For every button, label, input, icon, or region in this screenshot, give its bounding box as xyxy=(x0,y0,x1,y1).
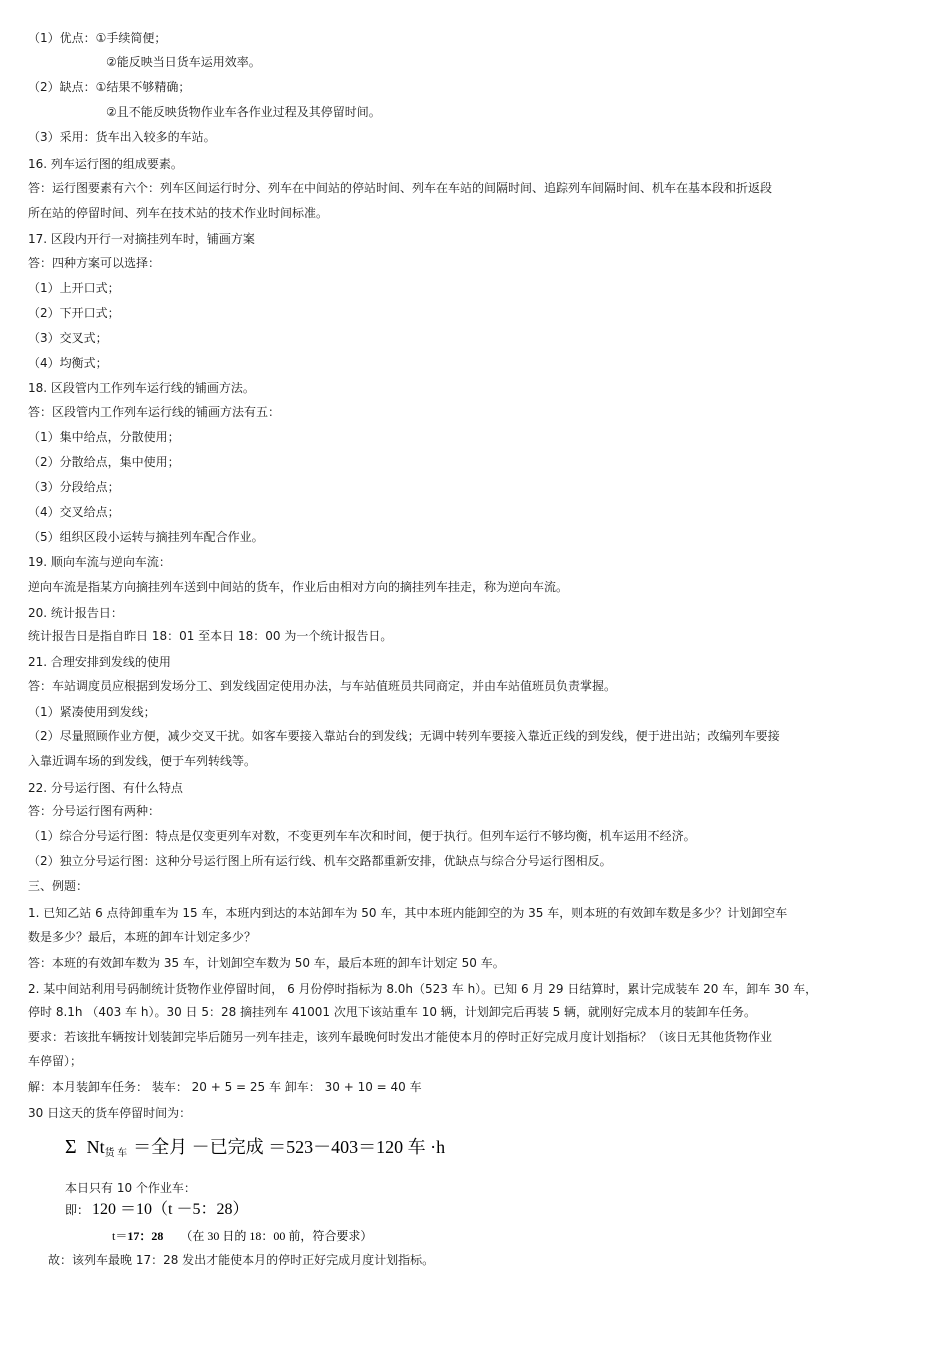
text-line: （1）优点：①手续简便； xyxy=(28,31,167,45)
text-line: （2）分散给点，集中使用； xyxy=(28,455,180,469)
text-line: （3）分段给点； xyxy=(28,480,120,494)
text-line: 18. 区段管内工作列车运行线的铺画方法。 xyxy=(28,381,255,395)
sigma-symbol: Σ xyxy=(65,1136,77,1158)
text-line: 16. 列车运行图的组成要素。 xyxy=(28,157,183,171)
text-line: （2）尽量照顾作业方便，减少交叉干扰。如客车要接入靠站台的到发线；无调中转列车要接入靠近正线的到发线，便于进出站；改编列车要接 xyxy=(28,729,780,743)
text-line: 30 日这天的货车停留时间为： xyxy=(28,1106,192,1120)
result-value: 17：28 xyxy=(127,1229,164,1243)
formula-total-hours xyxy=(65,1134,445,1167)
text-line: （2）下开口式； xyxy=(28,306,120,320)
text-line: ②能反映当日货车运用效率。 xyxy=(106,55,261,69)
text-line: （1）紧凑使用到发线； xyxy=(28,705,156,719)
formula-rest: ＝全月 －已完成 ＝523－403＝120 车 ·h xyxy=(133,1137,446,1157)
text-line: 19. 顺向车流与逆向车流： xyxy=(28,555,171,569)
text-line: 答：车站调度员应根据到发场分工、到发线固定使用办法，与车站值班员共同商定，并由车站值班员负责掌握。 xyxy=(28,679,617,693)
text-line: （1）综合分号运行图：特点是仅变更列车对数，不变更列车车次和时间，便于执行。但列车运行不够均衡，机车运用不经济。 xyxy=(28,829,696,843)
equation-expr: 120 ＝10（t －5：28） xyxy=(92,1201,249,1218)
text-line: 车停留）； xyxy=(28,1054,83,1068)
text-line: 答：本班的有效卸车数为 35 车，计划卸空车数为 50 车，最后本班的卸车计划定 50 车。 xyxy=(28,956,505,970)
formula-nt: Nt xyxy=(86,1137,105,1157)
text-line: 数是多少？最后，本班的卸车计划定多少？ xyxy=(28,930,257,944)
text-line: 2. 某中间站利用号码制统计货物作业停留时间， 6 月份停时指标为 8.0h（523 车 h）。已知 6 月 29 日结算时，累计完成装车 20 车，卸车 30 车， xyxy=(28,982,818,996)
text-line: （1）上开口式； xyxy=(28,281,120,295)
text-line: 三、例题： xyxy=(28,879,89,893)
formula-subscript: 货 车 xyxy=(104,1148,128,1159)
text-line: 要求：若该批车辆按计划装卸完毕后随另一列车挂走，该列车最晚何时发出才能使本月的停时正好完成月度计划指标？（该日无其他货物作业 xyxy=(28,1030,773,1044)
equation-prefix: 即： xyxy=(65,1203,90,1217)
text-line: 本日只有 10 个作业车： xyxy=(65,1181,196,1195)
text-line: （4）均衡式； xyxy=(28,356,108,370)
result-note: （在 30 日的 18：00 前，符合要求） xyxy=(180,1229,373,1243)
text-line: 答：四种方案可以选择： xyxy=(28,256,161,270)
text-line: 20. 统计报告日： xyxy=(28,606,123,620)
text-line: 答：运行图要素有六个：列车区间运行时分、列车在中间站的停站时间、列车在车站的间隔时间、追踪列车间隔时间、机车在基本段和折返段 xyxy=(28,181,773,195)
text-line: 21. 合理安排到发线的使用 xyxy=(28,655,171,669)
text-line: （2）缺点：①结果不够精确； xyxy=(28,80,191,94)
text-line: （3）采用：货车出入较多的车站。 xyxy=(28,130,216,144)
equation-solve xyxy=(65,1200,248,1220)
text-line: 解：本月装卸车任务： 装车： 20 + 5 = 25 车 卸车： 30 + 10 = 40 车 xyxy=(28,1080,422,1094)
text-line: 22. 分号运行图、有什么特点 xyxy=(28,781,183,795)
text-line: （2）独立分号运行图：这种分号运行图上所有运行线、机车交路都重新安排，优缺点与综合分号运行图相反。 xyxy=(28,854,612,868)
text-line: 答：区段管内工作列车运行线的铺画方法有五： xyxy=(28,405,281,419)
equation-result xyxy=(112,1228,372,1244)
text-line: （3）交叉式； xyxy=(28,331,108,345)
text-line: 停时 8.1h （403 车 h）。30 日 5：28 摘挂列车 41001 次甩下该站重车 10 辆，计划卸完后再装 5 辆，就刚好完成本月的装卸车任务。 xyxy=(28,1005,757,1019)
text-line: （5）组织区段小运转与摘挂列车配合作业。 xyxy=(28,530,264,544)
text-line: 答：分号运行图有两种： xyxy=(28,804,161,818)
text-line: （4）交叉给点； xyxy=(28,505,120,519)
text-line: 17. 区段内开行一对摘挂列车时，铺画方案 xyxy=(28,232,255,246)
text-line: 入靠近调车场的到发线，便于车列转线等。 xyxy=(28,754,257,768)
text-line: 故：该列车最晚 17：28 发出才能使本月的停时正好完成月度计划指标。 xyxy=(48,1253,435,1267)
text-line: ②且不能反映货物作业车各作业过程及其停留时间。 xyxy=(106,105,381,119)
text-line: （1）集中给点，分散使用； xyxy=(28,430,180,444)
text-line: 1. 已知乙站 6 点待卸重车为 15 车，本班内到达的本站卸车为 50 车，其中本班内能卸空的为 35 车，则本班的有效卸车数是多少？计划卸空车 xyxy=(28,906,788,920)
text-line: 统计报告日是指自昨日 18：01 至本日 18：00 为一个统计报告日。 xyxy=(28,629,393,643)
text-line: 逆向车流是指某方向摘挂列车送到中间站的货车，作业后由相对方向的摘挂列车挂走，称为逆向车流。 xyxy=(28,580,569,594)
text-line: 所在站的停留时间、列车在技术站的技术作业时间标准。 xyxy=(28,206,329,220)
result-lhs: t＝ xyxy=(112,1229,128,1243)
